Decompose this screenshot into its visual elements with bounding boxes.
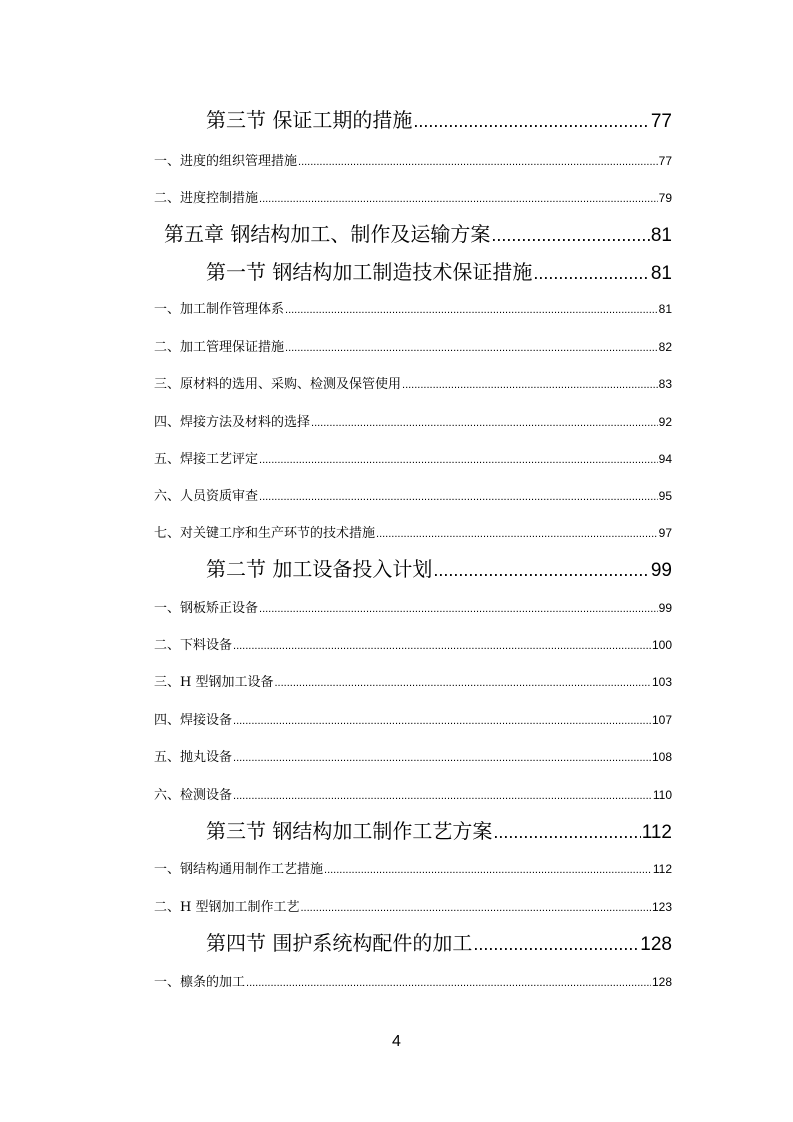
toc-leader-dots [376, 528, 658, 540]
toc-entry-title: 二、下料设备 [154, 638, 233, 653]
toc-entry-title: 三、H 型钢加工设备 [154, 675, 274, 690]
toc-entry-page: 97 [658, 526, 672, 540]
toc-entry-page: 79 [658, 191, 672, 205]
toc-item-entry[interactable] [154, 634, 672, 653]
toc-entry-title: 第五章 钢结构加工、制作及运输方案 [164, 222, 491, 246]
toc-section-entry[interactable] [206, 927, 672, 956]
toc-entry-page: 95 [658, 489, 672, 503]
toc-leader-dots [233, 790, 652, 802]
toc-leader-dots [285, 342, 658, 354]
toc-entry-page: 94 [658, 452, 672, 466]
toc-leader-dots [413, 111, 650, 132]
toc-item-entry[interactable] [154, 709, 672, 728]
toc-leader-dots [493, 822, 640, 843]
toc-entry-page: 77 [650, 111, 672, 132]
toc-chapter-entry[interactable] [164, 218, 672, 247]
toc-entry-title: 第三节 保证工期的措施 [206, 108, 413, 132]
toc-section-entry[interactable] [206, 553, 672, 582]
toc-entry-page: 112 [652, 862, 672, 876]
toc-entry-title: 一、钢板矫正设备 [154, 601, 259, 616]
toc-entry-title: 三、原材料的选用、采购、检测及保管使用 [154, 377, 402, 392]
toc-entry-page: 128 [640, 934, 672, 955]
toc-entry-page: 83 [658, 377, 672, 391]
toc-entry-page: 92 [658, 415, 672, 429]
toc-entry-title: 二、进度控制措施 [154, 191, 259, 206]
toc-item-entry[interactable] [154, 597, 672, 616]
toc-entry-page: 112 [641, 822, 672, 843]
toc-entry-title: 五、焊接工艺评定 [154, 452, 259, 467]
toc-entry-title: 一、进度的组织管理措施 [154, 154, 298, 169]
toc-entry-page: 128 [651, 975, 672, 989]
toc-entry-page: 81 [650, 225, 672, 246]
toc-entry-page: 107 [651, 713, 672, 727]
toc-entry-page: 81 [658, 302, 672, 316]
toc-leader-dots [324, 864, 652, 876]
toc-leader-dots [491, 225, 650, 246]
toc-entry-page: 82 [658, 340, 672, 354]
toc-item-entry[interactable] [154, 298, 672, 317]
toc-entry-title: 二、加工管理保证措施 [154, 340, 285, 355]
toc-leader-dots [274, 677, 650, 689]
toc-item-entry[interactable] [154, 448, 672, 467]
toc-entry-title: 五、抛丸设备 [154, 750, 233, 765]
page-number: 4 [392, 1033, 401, 1050]
toc-entry-page: 99 [658, 601, 672, 615]
toc-leader-dots [533, 263, 650, 284]
toc-leader-dots [300, 902, 650, 914]
toc-leader-dots [433, 560, 650, 581]
toc-entry-title: 四、焊接设备 [154, 713, 233, 728]
toc-leader-dots [473, 934, 639, 955]
toc-entry-page: 99 [650, 560, 672, 581]
toc-entry-title: 第二节 加工设备投入计划 [206, 557, 433, 581]
toc-item-entry[interactable] [154, 858, 672, 877]
toc-section-entry[interactable] [206, 815, 672, 844]
toc-entry-page: 100 [651, 638, 672, 652]
toc-item-entry[interactable] [154, 522, 672, 541]
toc-entry-page: 81 [650, 263, 672, 284]
toc-leader-dots [246, 977, 651, 989]
toc-entry-title: 第四节 围护系统构配件的加工 [206, 931, 473, 955]
toc-entry-page: 103 [651, 675, 672, 689]
toc-entry-title: 二、H 型钢加工制作工艺 [154, 900, 300, 915]
toc-section-entry[interactable] [206, 104, 672, 133]
toc-entry-title: 一、钢结构通用制作工艺措施 [154, 862, 324, 877]
toc-leader-dots [233, 752, 651, 764]
toc-entry-title: 第三节 钢结构加工制作工艺方案 [206, 819, 493, 843]
toc-item-entry[interactable] [154, 896, 672, 915]
toc-entry-title: 四、焊接方法及材料的选择 [154, 415, 311, 430]
toc-item-entry[interactable] [154, 485, 672, 504]
toc-item-entry[interactable] [154, 336, 672, 355]
toc-item-entry[interactable] [154, 671, 672, 690]
toc-leader-dots [311, 417, 658, 429]
toc-entry-page: 123 [651, 900, 672, 914]
toc-entry-title: 一、加工制作管理体系 [154, 302, 285, 317]
toc-entry-page: 77 [658, 154, 672, 168]
toc-entry-title: 六、人员资质审查 [154, 489, 259, 504]
toc-leader-dots [259, 454, 658, 466]
toc-leader-dots [298, 156, 658, 168]
toc-leader-dots [259, 603, 658, 615]
toc-entry-title: 六、检测设备 [154, 788, 233, 803]
toc-entry-page: 108 [651, 750, 672, 764]
toc-item-entry[interactable] [154, 971, 672, 990]
toc-item-entry[interactable] [154, 187, 672, 206]
toc-leader-dots [233, 640, 651, 652]
toc-entry-title: 第一节 钢结构加工制造技术保证措施 [206, 260, 533, 284]
toc-leader-dots [402, 379, 658, 391]
toc-item-entry[interactable] [154, 746, 672, 765]
toc-leader-dots [233, 715, 651, 727]
toc-leader-dots [259, 193, 658, 205]
toc-leader-dots [259, 491, 658, 503]
toc-entry-title: 一、檩条的加工 [154, 975, 246, 990]
toc-item-entry[interactable] [154, 373, 672, 392]
toc-section-entry[interactable] [206, 256, 672, 285]
toc-entry-page: 110 [652, 788, 672, 802]
toc-item-entry[interactable] [154, 411, 672, 430]
toc-item-entry[interactable] [154, 150, 672, 169]
toc-leader-dots [285, 304, 658, 316]
toc-entry-title: 七、对关键工序和生产环节的技术措施 [154, 526, 376, 541]
toc-item-entry[interactable] [154, 784, 672, 803]
